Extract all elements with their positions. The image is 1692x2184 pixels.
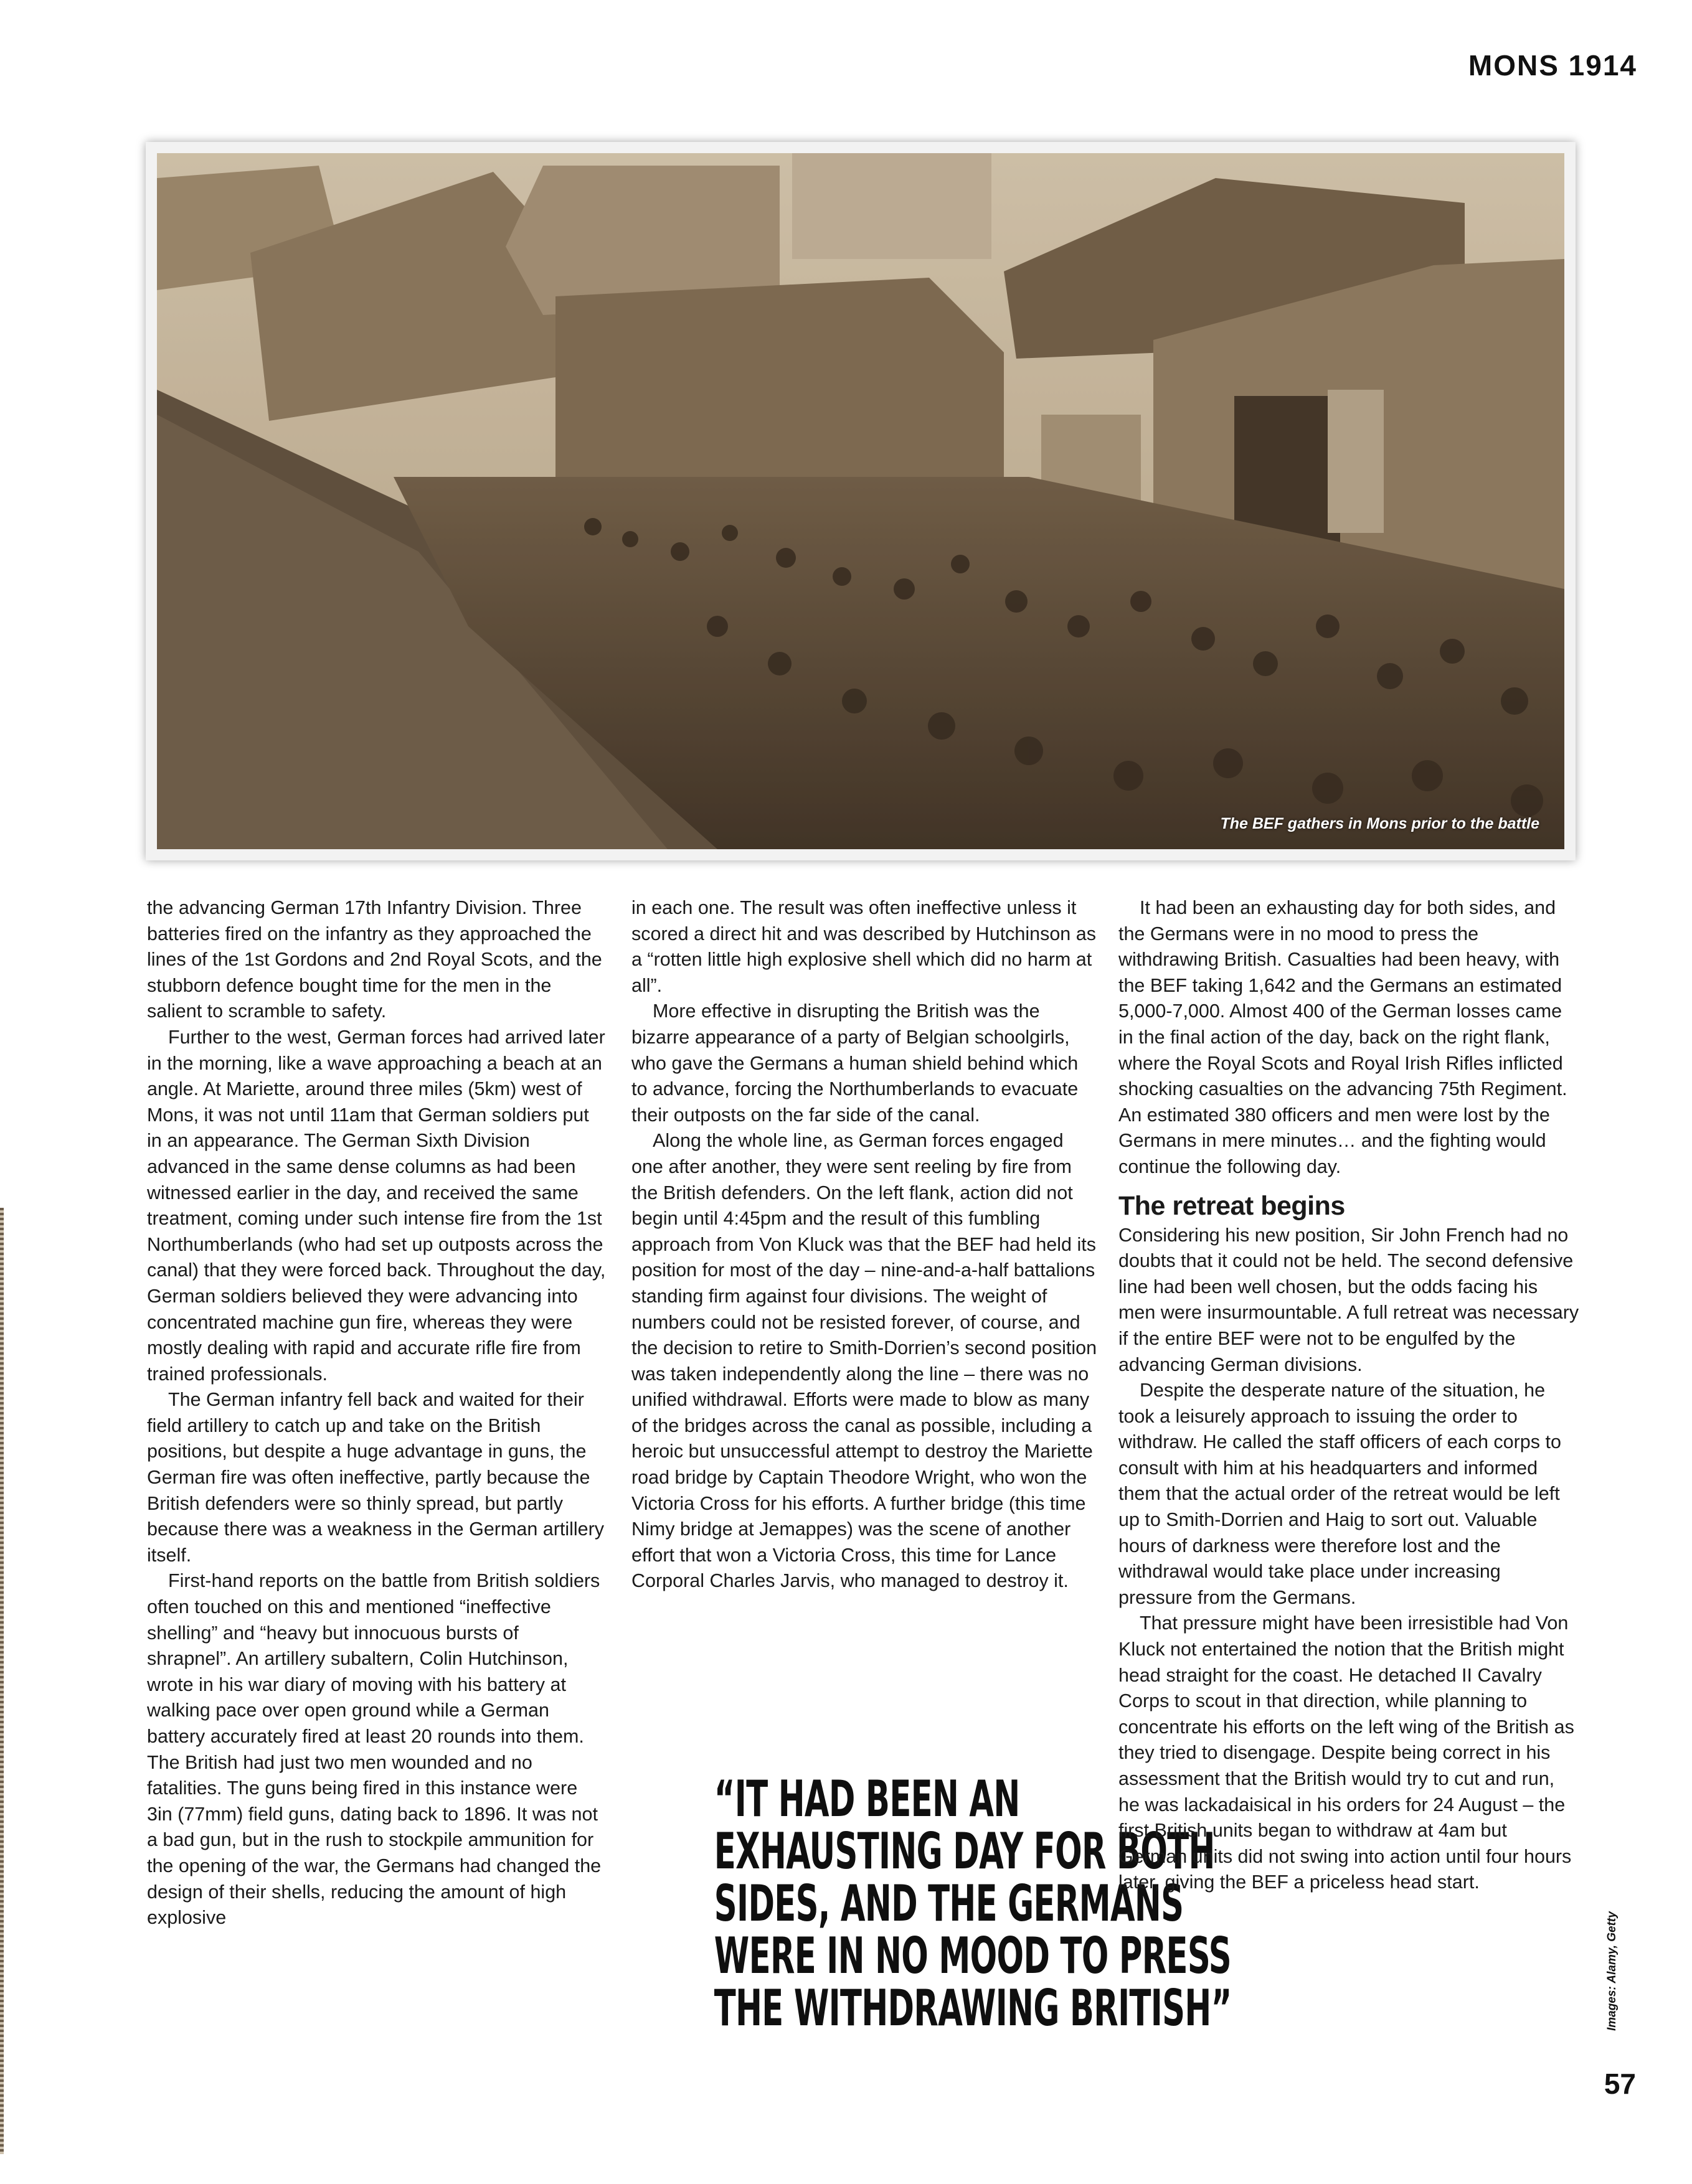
page-edge-decoration <box>0 1208 4 2154</box>
section-heading: The retreat begins <box>1118 1190 1345 1221</box>
photo-frame <box>146 142 1576 860</box>
paragraph: More effective in disrupting the British was the bizarre appearance of a party of Belgian schoolgirls, who gave the Germans a human shield behind which to advance, forcing the Northumberlands to evacuate their outposts on the far side of the canal. <box>631 1000 1079 1126</box>
image-credit: Images: Alamy, Getty <box>1605 1911 1619 2031</box>
pull-quote-line: SIDES, AND THE GERMANS <box>714 1875 1184 1932</box>
pull-quote-line: THE WITHDRAWING BRITISH” <box>714 1979 1232 2037</box>
paragraph: That pressure might have been irresistible had Von Kluck not entertained the notion that the British might head straight for the coast. He detached II Cavalry Corps to scout in that direction, while planning to concentrate his efforts on the left wing of the British as they tried to disengage. Despite being correct in his assessment that the British would try to cut and run, he was lackadaisical in his orders for 24 August – the first British units began to withdraw at 4am but German units did not swing into action until four hours later, giving the BEF a priceless head start. <box>1118 1612 1574 1893</box>
historical-photo <box>157 153 1564 849</box>
article-column-3 <box>1118 895 1579 1896</box>
pull-quote <box>714 1770 1232 2037</box>
article-column-1 <box>147 895 608 1931</box>
paragraph: Considering his new position, Sir John French had no doubts that it could not be held. The second defensive line had been well chosen, but the odds facing his men were insurmountable. A full retreat was necessary if the entire BEF were not to be engulfed by the advancing German divisions. <box>1118 1224 1579 1375</box>
photo-caption: The BEF gathers in Mons prior to the battle <box>1220 815 1539 832</box>
photo-illustration <box>157 153 1564 849</box>
pull-quote-line: EXHAUSTING DAY FOR BOTH <box>714 1822 1215 1880</box>
paragraph: First-hand reports on the battle from British soldiers often touched on this and mentioned “ineffective shelling” and “heavy but innocuous bursts of shrapnel”. An artillery subaltern, Colin Hutchinson, wrote in his war diary of moving with his battery at walking pace over open ground while a German battery accurately fired at least 20 rounds into them. The British had just two men wounded and no fatalities. The guns being fired in this instance were 3in (77mm) field guns, dating back to 1896. It was not a bad gun, but in the rush to stockpile ammunition for the opening of the war, the Germans had changed the design of their shells, reducing the amount of high explosive <box>147 1570 602 1929</box>
paragraph: Further to the west, German forces had arrived later in the morning, like a wave approaching a beach at an angle. At Mariette, around three miles (5km) west of Mons, it was not until 11am that German soldiers put in an appearance. The German Sixth Division advanced in the same dense columns as had been witnessed earlier in the day, and received the same treatment, coming under such intense fire from the 1st Northumberlands (who had set up outposts across the canal) that they were forced back. Throughout the day, German soldiers believed they were advancing into concentrated machine gun fire, whereas they were mostly dealing with rapid and accurate rifle fire from trained professionals. <box>147 1026 606 1385</box>
paragraph: the advancing German 17th Infantry Division. Three batteries fired on the infantry as they approached the lines of the 1st Gordons and 2nd Royal Scots, and the stubborn defence bought time for the men in the salient to scramble to safety. <box>147 897 602 1022</box>
paragraph: The German infantry fell back and waited for their field artillery to catch up and take on the British positions, but despite a huge advantage in guns, the German fire was often ineffective, partly because the British defenders were so thinly spread, but partly because there was a weakness in the German artillery itself. <box>147 1389 605 1566</box>
section-header: MONS 1914 <box>1468 49 1637 82</box>
pull-quote-line: WERE IN NO MOOD TO PRESS <box>714 1927 1232 1985</box>
paragraph: in each one. The result was often ineffective unless it scored a direct hit and was described by Hutchinson as a “rotten little high explosive shell which did no harm at all”. <box>631 897 1096 996</box>
page-number: 57 <box>1604 2068 1636 2100</box>
pull-quote-line: “IT HAD BEEN AN <box>714 1770 1020 1828</box>
paragraph: It had been an exhausting day for both sides, and the Germans were in no mood to press the withdrawing British. Casualties had been heavy, with the BEF taking 1,642 and the Germans an estimated 5,000-7,000. Almost 400 of the German losses came in the final action of the day, back on the right flank, where the Royal Scots and Royal Irish Rifles inflicted shocking casualties on the advancing 75th Regiment. An estimated 380 officers and men were lost by the Germans in mere minutes… and the fighting would continue the following day. <box>1118 897 1567 1177</box>
paragraph: Despite the desperate nature of the situation, he took a leisurely approach to issuing the order to withdraw. He called the staff officers of each corps to consult with him at his headquarters and informed them that the actual order of the retreat would be left up to Smith-Dorrien and Haig to sort out. Valuable hours of darkness were therefore lost and the withdrawal would take place under increasing pressure from the Germans. <box>1118 1380 1561 1608</box>
article-column-2 <box>631 895 1099 1594</box>
paragraph: Along the whole line, as German forces engaged one after another, they were sent reeling by fire from the British defenders. On the left flank, action did not begin until 4:45pm and the result of this fumbling approach from Von Kluck was that the BEF had held its position for most of the day – nine-and-a-half battalions standing firm against four divisions. The weight of numbers could not be resisted forever, of course, and the decision to retire to Smith-Dorrien’s second position was taken independently along the line – there was no unified withdrawal. Efforts were made to blow as many of the bridges across the canal as possible, including a heroic but unsuccessful attempt to destroy the Mariette road bridge by Captain Theodore Wright, who won the Victoria Cross for his efforts. A further bridge (this time Nimy bridge at Jemappes) was the scene of another effort that won a Victoria Cross, this time for Lance Corporal Charles Jarvis, who managed to destroy it. <box>631 1130 1097 1592</box>
